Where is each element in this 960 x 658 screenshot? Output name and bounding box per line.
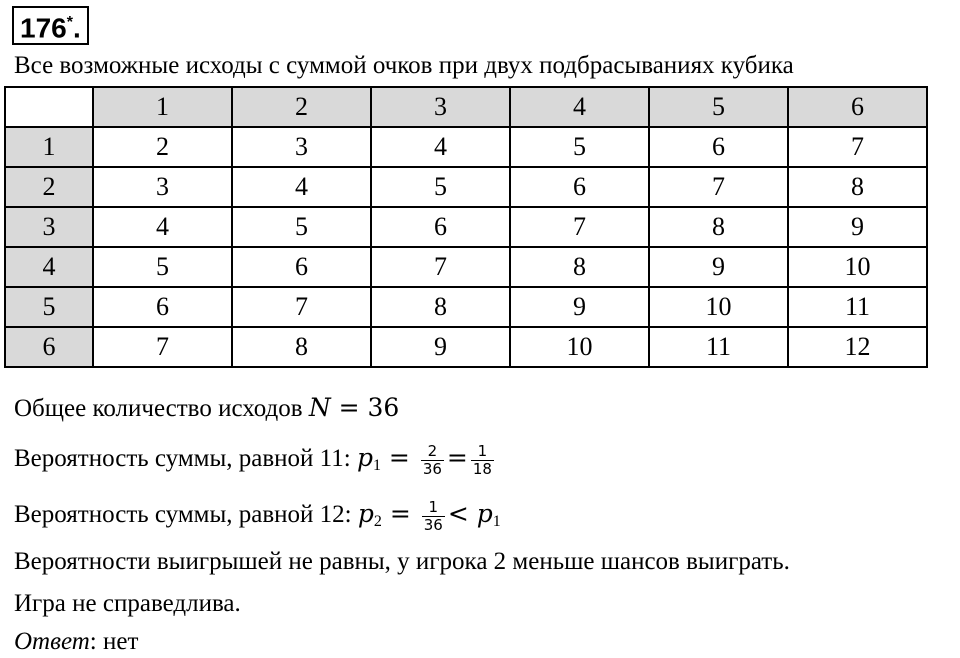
- sum-cell: 3: [232, 127, 371, 167]
- probability-12-line: [14, 498, 501, 538]
- p1-fraction-2: [471, 443, 494, 478]
- p1-frac1-num: 2: [421, 443, 444, 461]
- p1-fraction-1: [421, 443, 444, 478]
- sum-cell: 9: [788, 207, 927, 247]
- table-row: [5, 127, 927, 167]
- p2-var: p: [357, 499, 374, 528]
- answer-label: Ответ: [14, 628, 90, 655]
- table-header-row: [5, 87, 927, 127]
- sum-cell: 8: [232, 327, 371, 367]
- total-outcomes-line: [14, 392, 399, 425]
- sum-cell: 10: [788, 247, 927, 287]
- total-text: Общее количество исходов: [14, 395, 309, 422]
- p1-eq2: =: [446, 443, 468, 472]
- p2-lt: <: [447, 499, 477, 528]
- sum-cell: 6: [510, 167, 649, 207]
- p2-fraction: [422, 499, 445, 534]
- column-header-cell: 6: [788, 87, 927, 127]
- p1-frac2-den: 18: [472, 459, 492, 478]
- problem-mark: *: [66, 14, 73, 31]
- sum-cell: 9: [371, 327, 510, 367]
- table-row: [5, 167, 927, 207]
- outcomes-table: [4, 86, 928, 368]
- p1-eq: =: [380, 443, 418, 472]
- p1-text: Вероятность суммы, равной 11:: [14, 445, 357, 472]
- column-header-cell: 3: [371, 87, 510, 127]
- sum-cell: 6: [649, 127, 788, 167]
- sum-cell: 5: [93, 247, 232, 287]
- answer-sep: :: [89, 628, 103, 655]
- sum-cell: 3: [93, 167, 232, 207]
- p1-frac1-den: 36: [422, 459, 442, 478]
- p2-frac-num: 1: [422, 499, 445, 517]
- p2-eq: =: [381, 499, 419, 528]
- total-value: 36: [367, 393, 400, 422]
- sum-cell: 2: [93, 127, 232, 167]
- p1-frac2-num: 1: [471, 443, 494, 461]
- sum-cell: 7: [93, 327, 232, 367]
- p2-var2: p: [476, 499, 493, 528]
- column-header-cell: 2: [232, 87, 371, 127]
- table-heading: Все возможные исходы с суммой очков при двух подбрасываниях кубика: [14, 52, 794, 79]
- p2-sub: 2: [373, 513, 382, 530]
- total-eq: =: [330, 393, 368, 422]
- sum-cell: 9: [649, 247, 788, 287]
- sum-cell: 5: [371, 167, 510, 207]
- p2-text: Вероятность суммы, равной 12:: [14, 501, 358, 528]
- sum-cell: 4: [371, 127, 510, 167]
- table-row: [5, 327, 927, 367]
- table-row: [5, 287, 927, 327]
- p2-sub2: 1: [492, 513, 501, 530]
- sum-cell: 4: [93, 207, 232, 247]
- p1-var: p: [356, 443, 373, 472]
- sum-cell: 12: [788, 327, 927, 367]
- table-row: [5, 207, 927, 247]
- sum-cell: 5: [510, 127, 649, 167]
- sum-cell: 6: [371, 207, 510, 247]
- column-header-cell: 4: [510, 87, 649, 127]
- sum-cell: 10: [510, 327, 649, 367]
- row-header-cell: 6: [5, 327, 93, 367]
- sum-cell: 11: [649, 327, 788, 367]
- column-header-cell: 5: [649, 87, 788, 127]
- problem-number: [12, 6, 89, 45]
- row-header-cell: 3: [5, 207, 93, 247]
- table-corner-cell: [5, 87, 93, 127]
- sum-cell: 5: [232, 207, 371, 247]
- answer-value: нет: [102, 628, 139, 655]
- sum-cell: 8: [510, 247, 649, 287]
- table-row: [5, 247, 927, 287]
- sum-cell: 4: [232, 167, 371, 207]
- sum-cell: 8: [371, 287, 510, 327]
- sum-cell: 8: [788, 167, 927, 207]
- column-header-cell: 1: [93, 87, 232, 127]
- sum-cell: 8: [649, 207, 788, 247]
- answer-line: [14, 626, 138, 658]
- sum-cell: 7: [649, 167, 788, 207]
- sum-cell: 6: [232, 247, 371, 287]
- sum-cell: 9: [510, 287, 649, 327]
- problem-number-value: 176: [20, 12, 67, 44]
- problem-suffix: .: [72, 12, 81, 44]
- conclusion-line-1: Вероятности выигрышей не равны, у игрока 2 меньше шансов выиграть.: [14, 548, 790, 575]
- conclusion-line-2: Игра не справедлива.: [14, 590, 241, 617]
- p2-frac-den: 36: [423, 515, 443, 534]
- row-header-cell: 1: [5, 127, 93, 167]
- probability-11-line: [14, 442, 497, 482]
- sum-cell: 11: [788, 287, 927, 327]
- sum-cell: 7: [510, 207, 649, 247]
- sum-cell: 6: [93, 287, 232, 327]
- row-header-cell: 4: [5, 247, 93, 287]
- row-header-cell: 5: [5, 287, 93, 327]
- sum-cell: 7: [788, 127, 927, 167]
- sum-cell: 10: [649, 287, 788, 327]
- total-var: N: [308, 393, 331, 422]
- sum-cell: 7: [371, 247, 510, 287]
- row-header-cell: 2: [5, 167, 93, 207]
- p1-sub: 1: [372, 457, 381, 474]
- sum-cell: 7: [232, 287, 371, 327]
